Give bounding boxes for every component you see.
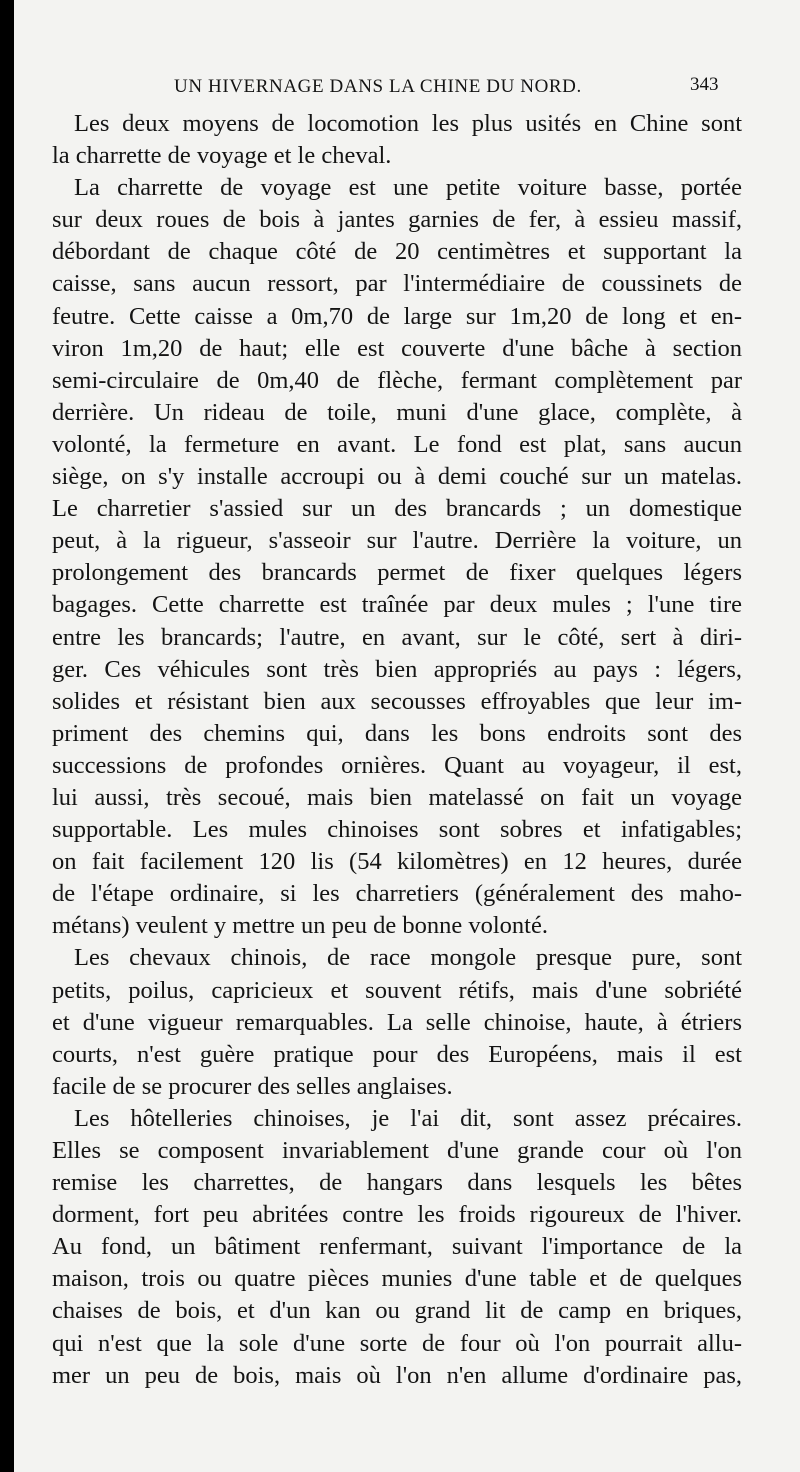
text-line: maison, trois ou quatre pièces munies d'une table et de quelques	[52, 1265, 742, 1293]
text-line: chaises de bois, et d'un kan ou grand lit de camp en briques,	[52, 1297, 742, 1325]
text-line: derrière. Un rideau de toile, muni d'une glace, complète, à	[52, 398, 742, 426]
text-line: de l'étape ordinaire, si les charretiers (généralement des maho-	[52, 880, 742, 908]
text-line: semi-circulaire de 0m,40 de flèche, fermant complètement par	[52, 366, 742, 394]
page-header	[14, 64, 800, 104]
text-line: Les chevaux chinois, de race mongole presque pure, sont	[74, 944, 742, 972]
text-line: qui n'est que la sole d'une sorte de four où l'on pourrait allu-	[52, 1329, 742, 1357]
text-line: prolongement des brancards permet de fixer quelques légers	[52, 559, 742, 587]
text-line: Elles se composent invariablement d'une grande cour où l'on	[52, 1137, 742, 1164]
text-line: Les hôtelleries chinoises, je l'ai dit, sont assez précaires.	[74, 1104, 742, 1132]
text-line: viron 1m,20 de haut; elle est couverte d'une bâche à section	[52, 334, 742, 362]
text-line: et d'une vigueur remarquables. La selle chinoise, haute, à étriers	[52, 1008, 742, 1036]
text-line: volonté, la fermeture en avant. Le fond est plat, sans aucun	[52, 430, 742, 458]
text-line: priment des chemins qui, dans les bons endroits sont des	[52, 719, 742, 747]
text-line: Au fond, un bâtiment renfermant, suivant l'importance de la	[52, 1233, 742, 1261]
text-line: peut, à la rigueur, s'asseoir sur l'autre. Derrière la voiture, un	[52, 527, 742, 555]
text-line: Le charretier s'assied sur un des brancards ; un domestique	[52, 495, 742, 523]
page-number: 343	[690, 74, 719, 95]
text-line: remise les charrettes, de hangars dans lesquels les bêtes	[52, 1169, 742, 1197]
text-line: supportable. Les mules chinoises sont sobres et infatigables;	[52, 816, 742, 844]
text-line: courts, n'est guère pratique pour des Européens, mais il est	[52, 1040, 742, 1068]
book-page	[14, 0, 800, 1472]
text-line: lui aussi, très secoué, mais bien matelassé on fait un voyage	[52, 783, 742, 811]
body-text	[52, 108, 742, 1392]
text-line: la charrette de voyage et le cheval.	[52, 142, 392, 170]
text-line: débordant de chaque côté de 20 centimètres et supportant la	[52, 238, 742, 266]
text-line: siège, on s'y installe accroupi ou à demi couché sur un matelas.	[52, 463, 742, 491]
running-title: UN HIVERNAGE DANS LA CHINE DU NORD.	[174, 76, 582, 97]
text-line: entre les brancards; l'autre, en avant, sur le côté, sert à diri-	[52, 623, 742, 651]
text-line: on fait facilement 120 lis (54 kilomètres) en 12 heures, durée	[52, 848, 742, 876]
text-line: La charrette de voyage est une petite voiture basse, portée	[74, 174, 742, 202]
text-line: métans) veulent y mettre un peu de bonne volonté.	[52, 912, 548, 940]
text-line: dorment, fort peu abritées contre les froids rigoureux de l'hiver.	[52, 1201, 742, 1229]
text-line: caisse, sans aucun ressort, par l'intermédiaire de coussinets de	[52, 270, 742, 298]
text-line: Les deux moyens de locomotion les plus usités en Chine sont	[74, 110, 742, 137]
text-line: bagages. Cette charrette est traînée par deux mules ; l'une tire	[52, 591, 742, 619]
text-line: successions de profondes ornières. Quant au voyageur, il est,	[52, 751, 742, 779]
text-line: sur deux roues de bois à jantes garnies de fer, à essieu massif,	[52, 206, 742, 234]
text-line: feutre. Cette caisse a 0m,70 de large sur 1m,20 de long et en-	[52, 302, 742, 330]
text-line: facile de se procurer des selles anglaises.	[52, 1072, 453, 1100]
text-line: petits, poilus, capricieux et souvent rétifs, mais d'une sobriété	[52, 976, 742, 1004]
text-line: ger. Ces véhicules sont très bien appropriés au pays : légers,	[52, 655, 742, 683]
text-line: mer un peu de bois, mais où l'on n'en allume d'ordinaire pas,	[52, 1361, 742, 1389]
text-line: solides et résistant bien aux secousses effroyables que leur im-	[52, 687, 742, 715]
